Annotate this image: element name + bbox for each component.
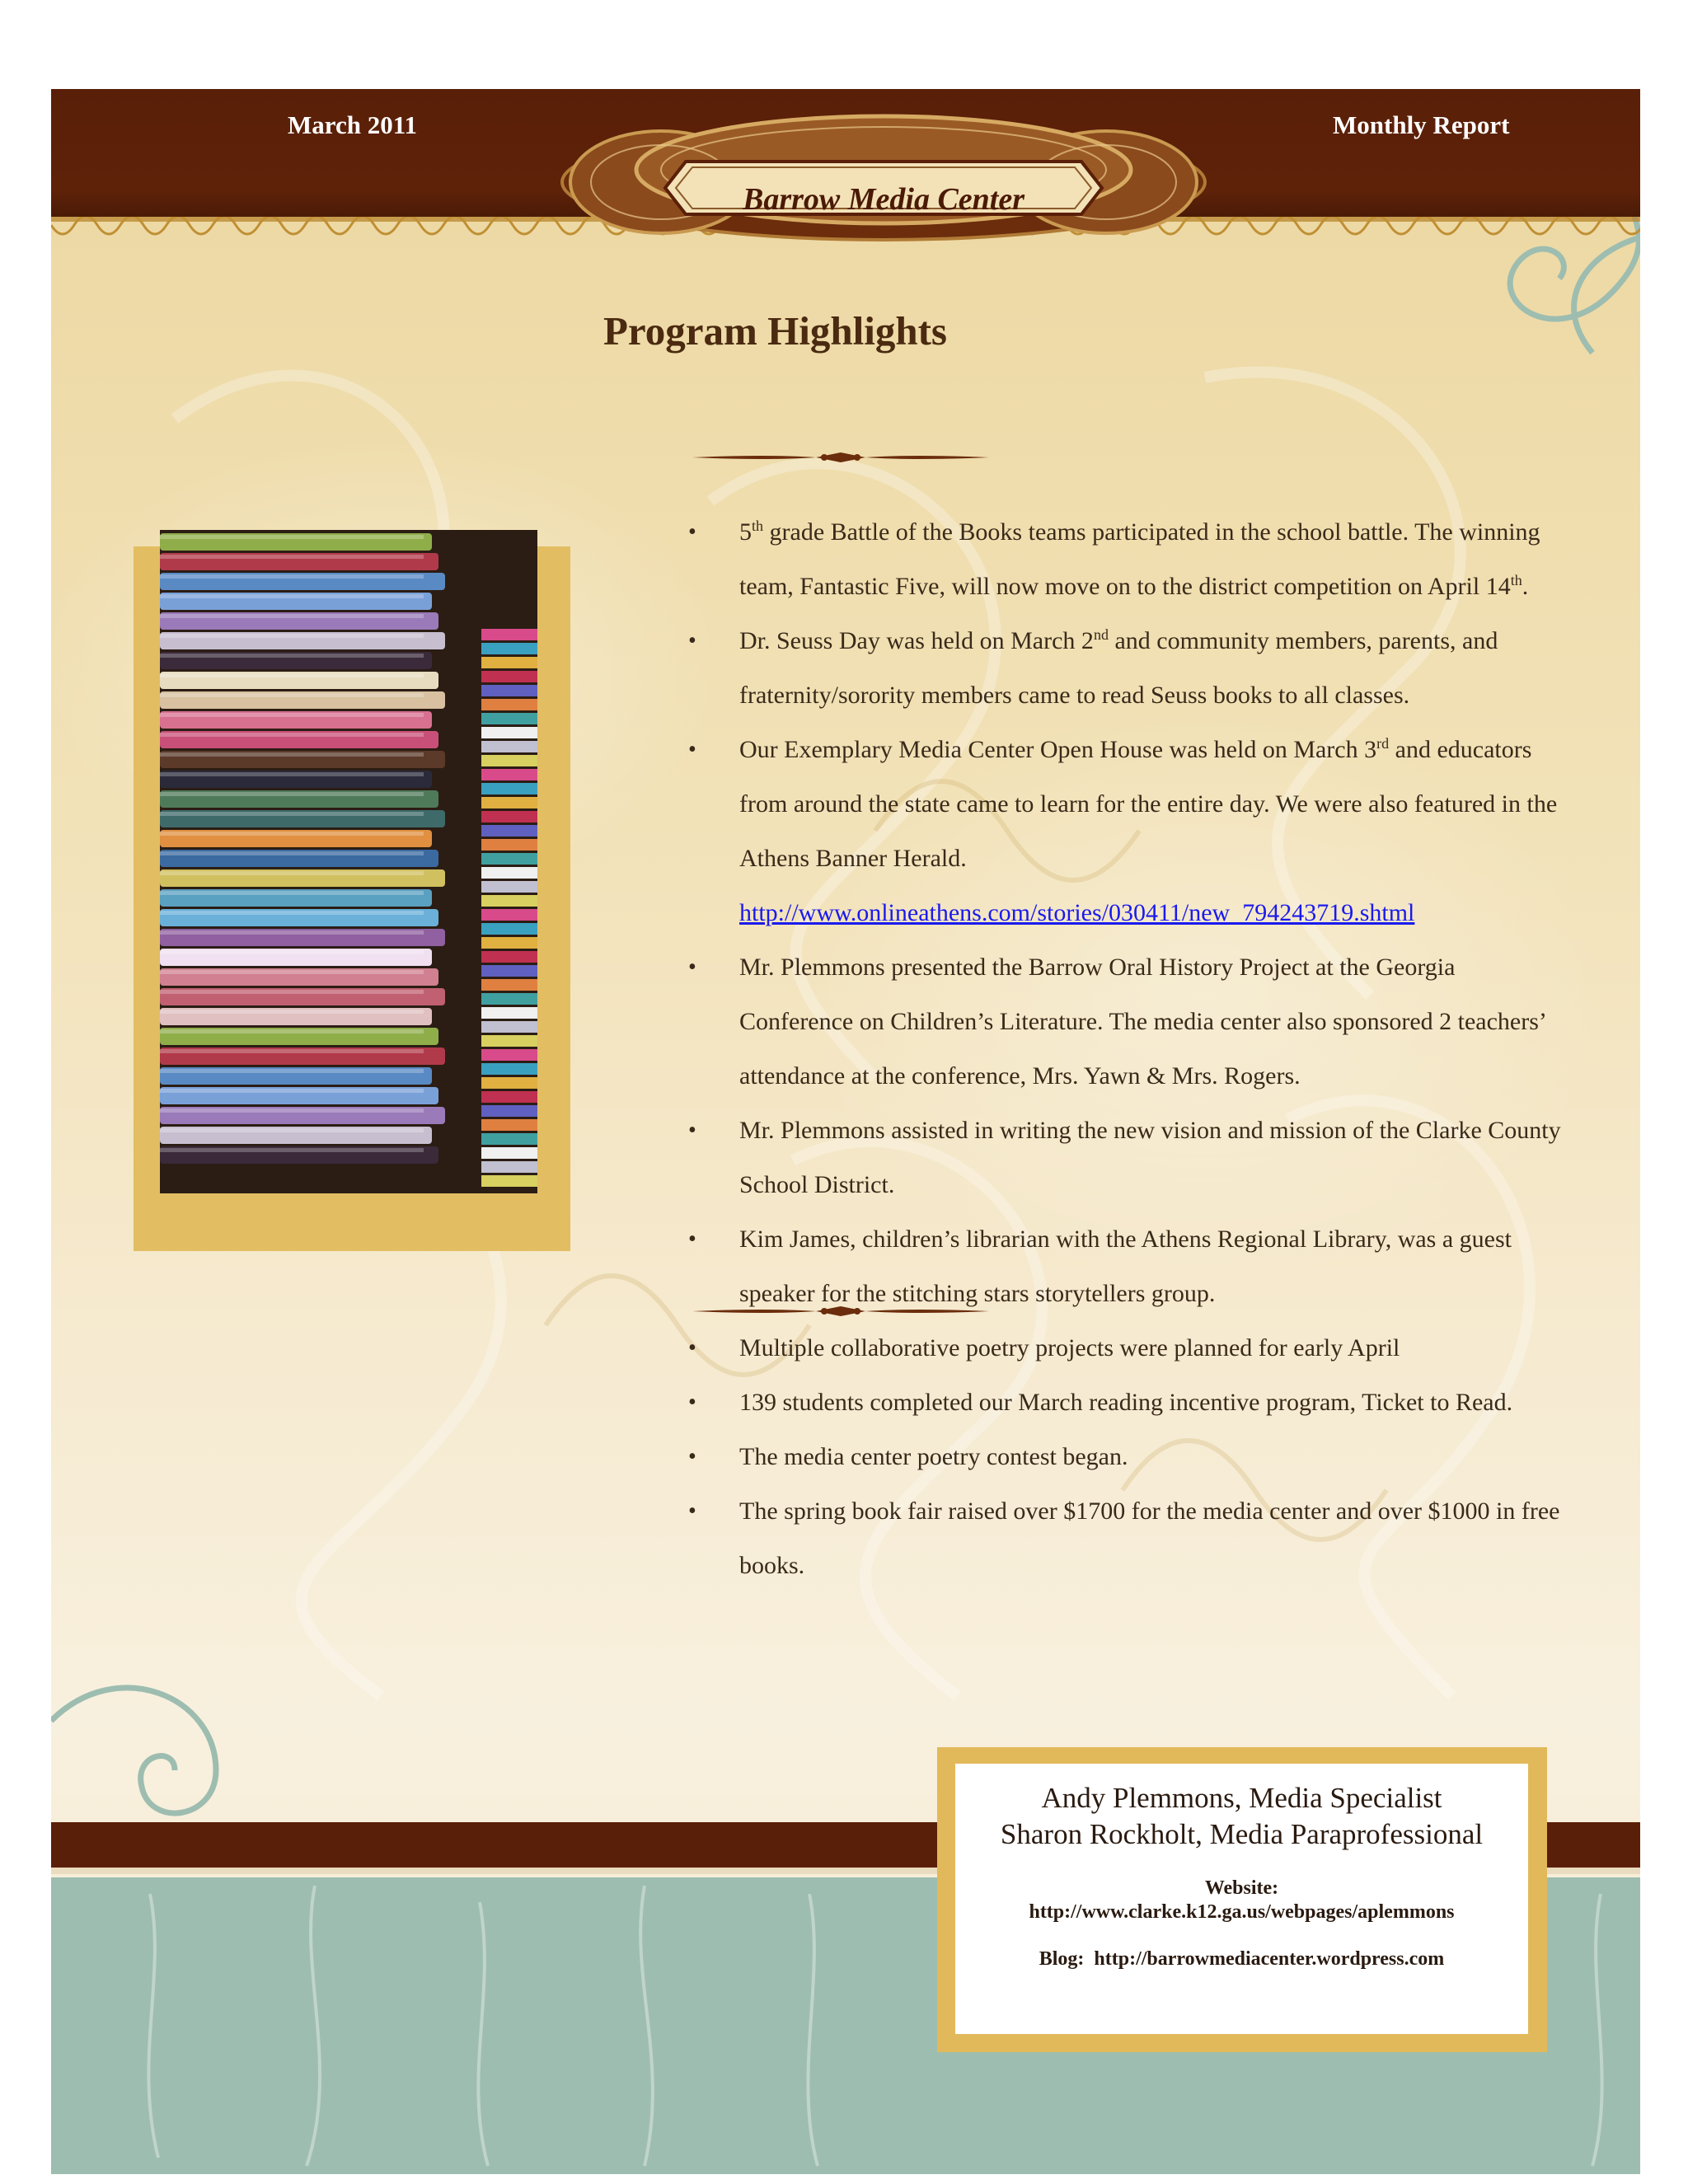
- paraprofessional-name: Sharon Rockholt, Media Paraprofessional: [1000, 1818, 1484, 1850]
- book-spine-right: [481, 923, 537, 935]
- book-highlight: [160, 930, 424, 935]
- book-spine-right: [481, 1175, 537, 1187]
- book-highlight: [160, 990, 424, 994]
- book-spine-right: [481, 1133, 537, 1145]
- book-spine-right: [481, 1021, 537, 1033]
- book-spine-right: [481, 797, 537, 808]
- book-highlight: [160, 555, 424, 559]
- highlights-list: [628, 505, 1634, 1593]
- list-item: fraternity/sorority members came to read Seuss books to all classes.: [739, 682, 1410, 709]
- specialist-name: Andy Plemmons, Media Specialist: [1041, 1782, 1442, 1814]
- book-spine-right: [481, 853, 537, 865]
- book-spine-right: [481, 1063, 537, 1075]
- book-spine-right: [481, 671, 537, 682]
- book-spine-right: [481, 783, 537, 794]
- bullet-icon: •: [688, 1226, 696, 1252]
- news-article-link[interactable]: http://www.onlineathens.com/stories/030411/new_794243719.shtml: [739, 899, 1415, 926]
- book-spine-right: [481, 825, 537, 837]
- book-spine-right: [481, 643, 537, 654]
- book-spine-right: [481, 713, 537, 724]
- divider-ornament: [692, 1303, 989, 1319]
- website-label: Website:: [1204, 1877, 1279, 1899]
- bullet-icon: •: [688, 628, 696, 654]
- book-spine-right: [481, 965, 537, 977]
- book-spine-right: [481, 1077, 537, 1089]
- list-item: books.: [739, 1552, 805, 1579]
- book-highlight: [160, 1108, 424, 1113]
- bookshelf-photo: [160, 530, 537, 1193]
- book-highlight: [160, 851, 424, 855]
- book-highlight: [160, 594, 424, 598]
- book-highlight: [160, 614, 424, 618]
- list-item: speaker for the stitching stars storytellers group.: [739, 1280, 1216, 1307]
- list-item: • Mr. Plemmons presented the Barrow Oral History Project at the Georgia: [628, 940, 1634, 995]
- book-spine-right: [481, 741, 537, 752]
- book-spine-right: [481, 699, 537, 710]
- book-highlight: [160, 1128, 424, 1132]
- list-item: • 5th grade Battle of the Books teams participated in the school battle. The winning: [628, 505, 1634, 560]
- book-spine-right: [481, 1119, 537, 1131]
- book-highlight: [160, 693, 424, 697]
- book-spine-right: [481, 629, 537, 640]
- list-item: • Kim James, children’s librarian with the Athens Regional Library, was a guest: [628, 1212, 1634, 1267]
- book-spine-right: [481, 769, 537, 780]
- book-highlight: [160, 970, 424, 974]
- book-highlight: [160, 1089, 424, 1093]
- book-spine-right: [481, 755, 537, 766]
- list-item: School District.: [739, 1171, 895, 1198]
- divider-ornament: [692, 449, 989, 466]
- list-item: • Multiple collaborative poetry projects were planned for early April: [628, 1321, 1634, 1376]
- book-highlight: [160, 950, 424, 954]
- bullet-icon: •: [688, 1335, 696, 1361]
- book-highlight: [160, 772, 424, 776]
- bullet-icon: •: [688, 1118, 696, 1143]
- book-spine-right: [481, 1161, 537, 1173]
- list-item: Conference on Children’s Literature. The media center also sponsored 2 teachers’: [739, 1008, 1547, 1035]
- newsletter-page: [51, 89, 1640, 2174]
- blog-link[interactable]: http://barrowmediacenter.wordpress.com: [1094, 1948, 1445, 1970]
- book-spine-right: [481, 839, 537, 851]
- book-spine-right: [481, 811, 537, 823]
- report-type: Monthly Report: [1333, 110, 1510, 139]
- list-item: • The media center poetry contest began.: [628, 1430, 1634, 1484]
- blog-label: Blog:: [1039, 1948, 1085, 1970]
- list-item: [628, 886, 1634, 940]
- book-highlight: [160, 891, 424, 895]
- book-spine-right: [481, 727, 537, 738]
- list-item: • Our Exemplary Media Center Open House was held on March 3rd and educators: [628, 723, 1634, 777]
- book-highlight: [160, 1069, 424, 1073]
- list-item: team, Fantastic Five, will now move on to the district competition on April 14th.: [739, 572, 1529, 600]
- book-highlight: [160, 1049, 424, 1053]
- book-spine-right: [481, 1105, 537, 1117]
- list-item: Athens Banner Herald.: [739, 845, 967, 872]
- book-highlight: [160, 713, 424, 717]
- book-highlight: [160, 733, 424, 737]
- report-date: March 2011: [288, 110, 417, 139]
- book-spine-right: [481, 657, 537, 668]
- bullet-icon: •: [688, 954, 696, 980]
- bullet-icon: •: [688, 1390, 696, 1415]
- book-highlight: [160, 871, 424, 875]
- book-spine-right: [481, 867, 537, 879]
- bullet-icon: •: [688, 1498, 696, 1524]
- list-item: • The spring book fair raised over $1700 for the media center and over $1000 in free: [628, 1484, 1634, 1539]
- emblem-title: Barrow Media Center: [742, 182, 1025, 217]
- book-spine-right: [481, 993, 537, 1005]
- book-spine-right: [481, 1147, 537, 1159]
- book-spine-right: [481, 1091, 537, 1103]
- book-highlight: [160, 911, 424, 915]
- page-title: Program Highlights: [603, 308, 947, 354]
- book-highlight: [160, 792, 424, 796]
- book-spine-right: [481, 895, 537, 907]
- website-link[interactable]: http://www.clarke.k12.ga.us/webpages/aplemmons: [1029, 1901, 1455, 1923]
- book-highlight: [160, 812, 424, 816]
- book-highlight: [160, 634, 424, 638]
- book-spine-right: [481, 979, 537, 991]
- book-highlight: [160, 1010, 424, 1014]
- list-item: from around the state came to learn for the entire day. We were also featured in the: [739, 790, 1558, 818]
- book-highlight: [160, 1029, 424, 1033]
- list-item: attendance at the conference, Mrs. Yawn & Mrs. Rogers.: [739, 1062, 1301, 1090]
- book-highlight: [160, 574, 424, 579]
- list-item: • Mr. Plemmons assisted in writing the new vision and mission of the Clarke County: [628, 1104, 1634, 1158]
- book-spine-right: [481, 909, 537, 921]
- book-spine-right: [481, 937, 537, 949]
- list-item: • Dr. Seuss Day was held on March 2nd and community members, parents, and: [628, 614, 1634, 668]
- book-highlight: [160, 1148, 424, 1152]
- book-highlight: [160, 832, 424, 836]
- book-highlight: [160, 654, 424, 658]
- bullet-icon: •: [688, 519, 696, 545]
- book-highlight: [160, 535, 424, 539]
- book-spine-right: [481, 685, 537, 696]
- book-spine-right: [481, 1035, 537, 1047]
- list-item: • 139 students completed our March reading incentive program, Ticket to Read.: [628, 1376, 1634, 1430]
- bullet-icon: •: [688, 1444, 696, 1469]
- book-spine-right: [481, 951, 537, 963]
- book-spine-right: [481, 881, 537, 893]
- book-highlight: [160, 673, 424, 677]
- book-spine-right: [481, 1007, 537, 1019]
- bullet-icon: •: [688, 737, 696, 762]
- contact-card: [955, 1764, 1528, 2034]
- book-highlight: [160, 752, 424, 757]
- book-spine-right: [481, 1049, 537, 1061]
